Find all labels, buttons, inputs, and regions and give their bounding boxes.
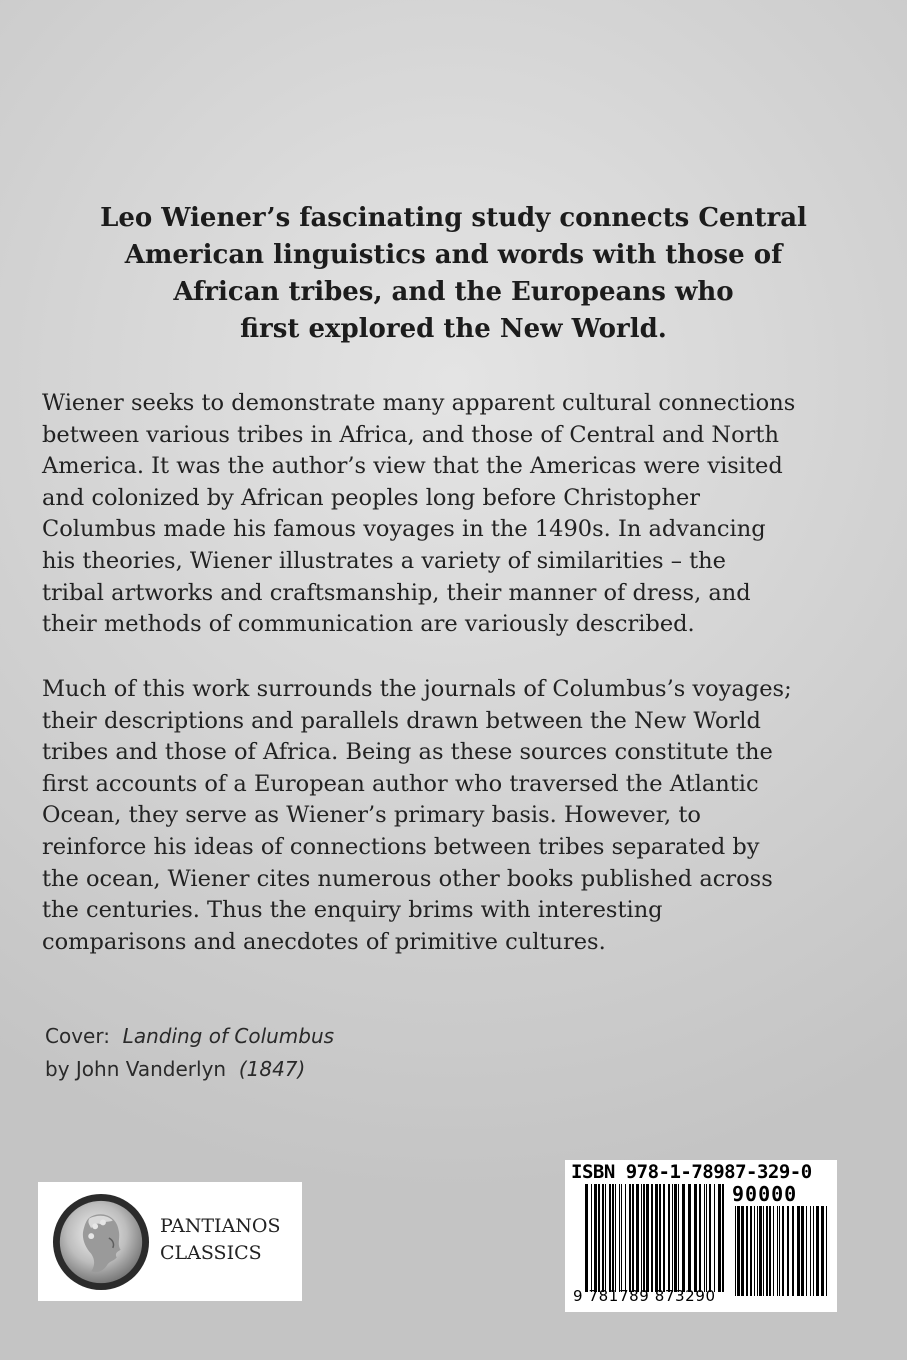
barcode-bar bbox=[659, 1184, 661, 1292]
barcode-bar bbox=[801, 1206, 804, 1296]
text-line: America. It was the author’s view that the Americas were visited bbox=[42, 453, 783, 480]
publisher-name-line-1: PANTIANOS bbox=[160, 1215, 281, 1237]
text-line: their methods of communication are variously described. bbox=[42, 611, 695, 638]
isbn-barcode bbox=[565, 1160, 837, 1312]
barcode-bar bbox=[615, 1184, 616, 1292]
addon-barcode-bars bbox=[735, 1206, 830, 1296]
cover-credit-line-1 bbox=[45, 1020, 334, 1053]
barcode-bar bbox=[797, 1206, 800, 1296]
text-line: between various tribes in Africa, and those of Central and North bbox=[42, 421, 779, 448]
barcode-bar bbox=[766, 1206, 768, 1296]
barcode-bar bbox=[757, 1206, 758, 1296]
barcode-bar bbox=[602, 1184, 604, 1292]
barcode-bar bbox=[754, 1206, 755, 1296]
coin-portrait-icon bbox=[52, 1193, 150, 1291]
barcode-bar bbox=[773, 1206, 774, 1296]
text-line: their descriptions and parallels drawn between the New World bbox=[42, 707, 761, 734]
barcode-bar bbox=[651, 1184, 653, 1292]
barcode-bar bbox=[759, 1206, 762, 1296]
barcode-bar bbox=[735, 1206, 736, 1296]
barcode-bar bbox=[643, 1184, 645, 1292]
barcode-bar bbox=[629, 1184, 631, 1292]
barcode-bar bbox=[813, 1206, 814, 1296]
publisher-name-line-2: CLASSICS bbox=[160, 1242, 262, 1264]
cover-credit-line-2 bbox=[45, 1053, 334, 1086]
painting-title: Landing of Columbus bbox=[122, 1024, 335, 1048]
barcode-bar bbox=[750, 1206, 752, 1296]
barcode-bar bbox=[591, 1184, 592, 1292]
barcode-bar bbox=[816, 1206, 819, 1296]
barcode-bar bbox=[655, 1184, 658, 1292]
blurb-line: American linguistics and words with those of bbox=[124, 240, 783, 270]
ean-barcode-bars bbox=[585, 1184, 725, 1292]
barcode-bar bbox=[706, 1184, 707, 1292]
barcode-bar bbox=[763, 1206, 764, 1296]
barcode-bar bbox=[682, 1184, 685, 1292]
barcode-bar bbox=[699, 1184, 701, 1292]
barcode-bar bbox=[826, 1206, 827, 1296]
barcode-bar bbox=[612, 1184, 614, 1292]
barcode-bar bbox=[821, 1206, 824, 1296]
barcode-bar bbox=[810, 1206, 811, 1296]
text-line: Wiener seeks to demonstrate many apparent cultural connections bbox=[42, 390, 796, 416]
barcode-bar bbox=[787, 1206, 789, 1296]
cover-label: Cover: bbox=[45, 1024, 110, 1048]
barcode-bar bbox=[663, 1184, 665, 1292]
barcode-bar bbox=[718, 1184, 721, 1292]
text-line: the ocean, Wiener cites numerous other books published across bbox=[42, 865, 773, 892]
barcode-bar bbox=[806, 1206, 807, 1296]
barcode-bar bbox=[714, 1184, 715, 1292]
barcode-bar bbox=[632, 1184, 634, 1292]
barcode-bar bbox=[777, 1206, 778, 1296]
barcode-bar bbox=[619, 1184, 620, 1292]
barcode-bar bbox=[792, 1206, 794, 1296]
barcode-bar bbox=[668, 1184, 670, 1292]
barcode-bar bbox=[722, 1184, 724, 1292]
barcode-bar bbox=[646, 1184, 649, 1292]
barcode-bar bbox=[641, 1184, 642, 1292]
text-line: Columbus made his famous voyages in the 1490s. In advancing bbox=[42, 516, 766, 543]
text-line: first accounts of a European author who traversed the Atlantic bbox=[42, 770, 759, 797]
barcode-bar bbox=[737, 1206, 740, 1296]
barcode-bar bbox=[782, 1206, 784, 1296]
barcode-bar bbox=[585, 1184, 588, 1292]
barcode-bar bbox=[741, 1206, 744, 1296]
barcode-bar bbox=[621, 1184, 622, 1292]
blurb-line: African tribes, and the Europeans who bbox=[173, 277, 734, 307]
text-line: Much of this work surrounds the journals of Columbus’s voyages; bbox=[42, 676, 792, 702]
barcode-bar bbox=[609, 1184, 611, 1292]
painting-year: (1847) bbox=[238, 1057, 306, 1081]
cover-credit bbox=[45, 1020, 334, 1086]
artist-name: by John Vanderlyn bbox=[45, 1057, 227, 1081]
barcode-bar bbox=[779, 1206, 780, 1296]
text-line: Ocean, they serve as Wiener’s primary basis. However, to bbox=[42, 802, 701, 829]
barcode-bar bbox=[598, 1184, 600, 1292]
text-line: reinforce his ideas of connections between tribes separated by bbox=[42, 833, 760, 860]
barcode-bar bbox=[709, 1184, 711, 1292]
isbn-number: ISBN 978-1-78987-329-0 bbox=[571, 1161, 812, 1183]
barcode-bar bbox=[688, 1184, 691, 1292]
text-line: the centuries. Thus the enquiry brims with interesting bbox=[42, 897, 663, 924]
barcode-bar bbox=[678, 1184, 679, 1292]
publisher-name bbox=[160, 1213, 281, 1267]
barcode-bar bbox=[746, 1206, 748, 1296]
price-addon-number: 90000 bbox=[732, 1182, 798, 1206]
barcode-bar bbox=[594, 1184, 597, 1292]
text-line: comparisons and anecdotes of primitive cultures. bbox=[42, 928, 606, 955]
description-paragraph-2 bbox=[42, 674, 872, 958]
barcode-bar bbox=[672, 1184, 673, 1292]
barcode-bar bbox=[769, 1206, 771, 1296]
barcode-bar bbox=[605, 1184, 606, 1292]
blurb-headline bbox=[60, 200, 847, 348]
text-line: tribes and those of Africa. Being as these sources constitute the bbox=[42, 739, 773, 766]
barcode-bar bbox=[674, 1184, 677, 1292]
blurb-line: Leo Wiener’s fascinating study connects Central bbox=[100, 203, 807, 233]
ean-digits: 9 781789 873290 bbox=[573, 1287, 716, 1305]
text-line: his theories, Wiener illustrates a variety of similarities – the bbox=[42, 547, 726, 574]
text-line: and colonized by African peoples long before Christopher bbox=[42, 484, 701, 511]
text-line: tribal artworks and craftsmanship, their manner of dress, and bbox=[42, 579, 751, 606]
barcode-bar bbox=[694, 1184, 697, 1292]
barcode-bar bbox=[625, 1184, 626, 1292]
barcode-bar bbox=[704, 1184, 705, 1292]
publisher-logo bbox=[38, 1182, 302, 1301]
blurb-line: first explored the New World. bbox=[240, 314, 667, 344]
barcode-bar bbox=[636, 1184, 639, 1292]
description-paragraph-1 bbox=[42, 388, 872, 641]
